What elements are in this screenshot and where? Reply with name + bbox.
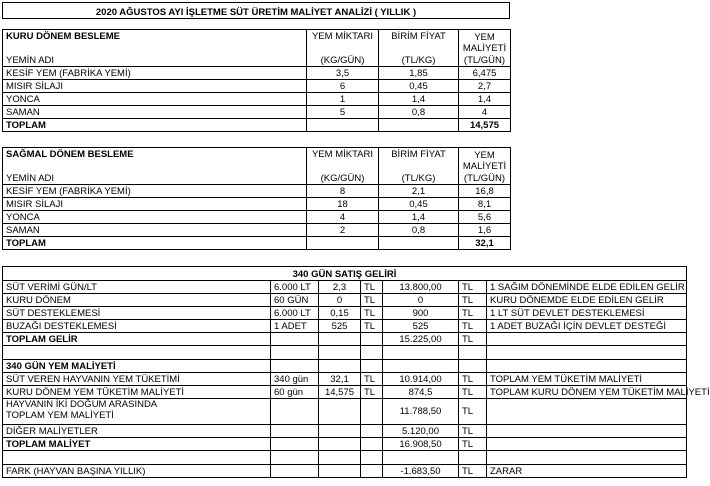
maliyet-note: TOPLAM YEM TÜKETİM MALİYETİ <box>487 373 687 386</box>
feed-name: SAMAN <box>3 106 307 119</box>
feed-maliyet: 16,8 <box>459 185 511 198</box>
title-table <box>2 2 510 19</box>
feed-maliyet: 2,7 <box>459 80 511 93</box>
table-row <box>3 438 687 451</box>
feed-miktar: 5 <box>307 106 379 119</box>
feed-miktar: 3,5 <box>307 67 379 80</box>
maliyet-tl: TL <box>361 373 383 386</box>
maliyet-label: KURU DÖNEM YEM TÜKETİM MALİYETİ <box>3 386 271 399</box>
table-row <box>3 106 511 119</box>
kuru-total-label: TOPLAM <box>3 119 307 132</box>
maliyet-tl: TL <box>459 386 487 399</box>
feed-maliyet: 5,6 <box>459 211 511 224</box>
feed-name: SAMAN <box>3 224 307 237</box>
maliyet-unit: 32,1 <box>319 373 361 386</box>
gelir-tl: TL <box>361 320 383 333</box>
feed-fiyat: 0,45 <box>379 80 459 93</box>
annual-table <box>2 266 710 478</box>
gelir-note: KURU DÖNEMDE ELDE EDİLEN GELİR <box>487 294 687 307</box>
feed-fiyat: 0,8 <box>379 224 459 237</box>
maliyet-amount: 874,5 <box>383 386 459 399</box>
gelir-tl: TL <box>459 294 487 307</box>
kuru-feed-table <box>2 29 511 132</box>
table-row <box>3 373 687 386</box>
sagmal-col-miktar-unit: (KG/GÜN) <box>307 172 379 185</box>
maliyet-unit: 14,575 <box>319 386 361 399</box>
gelir-qty: 60 GÜN <box>271 294 319 307</box>
gelir-tl: TL <box>459 307 487 320</box>
gelir-note: 1 SAĞIM DÖNEMİNDE ELDE EDİLEN GELİR <box>487 281 687 294</box>
table-row <box>3 80 511 93</box>
maliyet-label: SÜT VEREN HAYVANIN YEM TÜKETİMİ <box>3 373 271 386</box>
sagmal-col-fiyat-unit: (TL/KG) <box>379 172 459 185</box>
maliyet-qty: 340 gün <box>271 373 319 386</box>
feed-name: YONCA <box>3 93 307 106</box>
kuru-col-maliyet-2: MALİYETİ <box>459 43 511 54</box>
kuru-col-fiyat-unit: (TL/KG) <box>379 54 459 67</box>
table-row <box>3 224 511 237</box>
kuru-col-miktar: YEM MİKTARI <box>307 30 379 43</box>
gelir-header: 340 GÜN SATIŞ GELİRİ <box>3 267 687 281</box>
gelir-total-amount: 15.225,00 <box>383 333 459 346</box>
maliyet-row3-line1: HAYVANIN İKİ DOĞUM ARASINDA <box>6 399 158 410</box>
sagmal-col-maliyet-unit: (TL/GÜN) <box>459 172 511 185</box>
gelir-qty: 6.000 LT <box>271 307 319 320</box>
gelir-tl: TL <box>361 294 383 307</box>
feed-maliyet: 8,1 <box>459 198 511 211</box>
maliyet-note: TOPLAM KURU DÖNEM YEM TÜKETİM MALİYETİ <box>487 386 687 399</box>
maliyet-tl: TL <box>361 386 383 399</box>
gelir-unit: 525 <box>319 320 361 333</box>
kuru-col-maliyet-unit: (TL/GÜN) <box>459 54 511 67</box>
gelir-total-tl: TL <box>459 333 487 346</box>
feed-fiyat: 2,1 <box>379 185 459 198</box>
gelir-amount: 0 <box>383 294 459 307</box>
gelir-label: KURU DÖNEM <box>3 294 271 307</box>
kuru-col-miktar-unit: (KG/GÜN) <box>307 54 379 67</box>
gelir-total-label: TOPLAM GELİR <box>3 333 271 346</box>
fark-note: ZARAR <box>487 465 687 478</box>
kuru-col-maliyet-1: YEM <box>459 30 511 43</box>
maliyet-qty: 60 gün <box>271 386 319 399</box>
maliyet-row4-label: DİĞER MALİYETLER <box>3 425 271 438</box>
kuru-subheader: YEMİN ADI <box>3 54 307 67</box>
feed-fiyat: 0,45 <box>379 198 459 211</box>
feed-name: KESİF YEM (FABRİKA YEMİ) <box>3 67 307 80</box>
gelir-unit: 2,3 <box>319 281 361 294</box>
feed-fiyat: 1,85 <box>379 67 459 80</box>
table-row <box>3 465 687 478</box>
feed-maliyet: 4 <box>459 106 511 119</box>
maliyet-row4-amount: 5.120,00 <box>383 425 459 438</box>
table-row <box>3 386 687 399</box>
feed-name: KESİF YEM (FABRİKA YEMİ) <box>3 185 307 198</box>
sagmal-col-fiyat: BİRİM FİYAT <box>379 148 459 161</box>
gelir-label: BUZAĞI DESTEKLEMESİ <box>3 320 271 333</box>
feed-miktar: 6 <box>307 80 379 93</box>
table-row <box>3 185 511 198</box>
feed-maliyet: 1,6 <box>459 224 511 237</box>
table-row <box>3 425 687 438</box>
gelir-tl: TL <box>361 281 383 294</box>
gelir-note: 1 ADET BUZAĞI İÇİN DEVLET DESTEĞİ <box>487 320 687 333</box>
feed-fiyat: 1,4 <box>379 93 459 106</box>
feed-miktar: 8 <box>307 185 379 198</box>
gelir-amount: 13.800,00 <box>383 281 459 294</box>
sagmal-col-miktar: YEM MİKTARI <box>307 148 379 161</box>
gelir-unit: 0 <box>319 294 361 307</box>
table-row <box>3 399 687 425</box>
maliyet-row5-label: TOPLAM MALİYET <box>3 438 271 451</box>
sagmal-total-value: 32,1 <box>459 237 511 250</box>
table-row <box>3 281 687 294</box>
fark-amount: -1.683,50 <box>383 465 459 478</box>
gelir-label: SÜT DESTEKLEMESİ <box>3 307 271 320</box>
gelir-amount: 525 <box>383 320 459 333</box>
feed-miktar: 1 <box>307 93 379 106</box>
maliyet-row3-line2: TOPLAM YEM MALİYETİ <box>6 410 114 421</box>
kuru-header: KURU DÖNEM BESLEME <box>3 30 307 43</box>
page-title: 2020 AĞUSTOS AYI İŞLETME SÜT ÜRETİM MALİYET ANALİZİ ( YILLIK ) <box>3 3 510 19</box>
sagmal-subheader: YEMİN ADI <box>3 172 307 185</box>
feed-miktar: 2 <box>307 224 379 237</box>
sagmal-col-maliyet-1: YEM <box>459 148 511 161</box>
maliyet-row4-tl: TL <box>459 425 487 438</box>
feed-maliyet: 1,4 <box>459 93 511 106</box>
feed-fiyat: 0,8 <box>379 106 459 119</box>
gelir-unit: 0,15 <box>319 307 361 320</box>
sagmal-feed-table <box>2 147 511 250</box>
maliyet-amount: 10.914,00 <box>383 373 459 386</box>
maliyet-row3-amount: 11.788,50 <box>383 399 459 425</box>
gelir-amount: 900 <box>383 307 459 320</box>
gelir-tl: TL <box>361 307 383 320</box>
table-row <box>3 93 511 106</box>
table-row <box>3 211 511 224</box>
fark-label: FARK (HAYVAN BAŞINA YILLIK) <box>3 465 271 478</box>
feed-maliyet: 6,475 <box>459 67 511 80</box>
table-row <box>3 294 687 307</box>
table-row <box>3 198 511 211</box>
maliyet-row3-tl: TL <box>459 399 487 425</box>
table-row <box>3 307 687 320</box>
maliyet-tl: TL <box>459 373 487 386</box>
gelir-qty: 1 ADET <box>271 320 319 333</box>
gelir-qty: 6.000 LT <box>271 281 319 294</box>
sagmal-col-maliyet-2: MALİYETİ <box>459 161 511 172</box>
kuru-col-fiyat: BİRİM FİYAT <box>379 30 459 43</box>
gelir-tl: TL <box>459 281 487 294</box>
maliyet-row5-tl: TL <box>459 438 487 451</box>
gelir-label: SÜT VERİMİ GÜN/LT <box>3 281 271 294</box>
table-row <box>3 67 511 80</box>
feed-fiyat: 1,4 <box>379 211 459 224</box>
kuru-total-value: 14,575 <box>459 119 511 132</box>
maliyet-header: 340 GÜN YEM MALİYETİ <box>3 360 271 373</box>
gelir-tl: TL <box>459 320 487 333</box>
table-row <box>3 320 687 333</box>
feed-name: MISIR SİLAJI <box>3 198 307 211</box>
feed-miktar: 4 <box>307 211 379 224</box>
maliyet-row5-amount: 16.908,50 <box>383 438 459 451</box>
sagmal-header: SAĞMAL DÖNEM BESLEME <box>3 148 307 161</box>
feed-name: MISIR SİLAJI <box>3 80 307 93</box>
sagmal-total-label: TOPLAM <box>3 237 307 250</box>
gelir-note: 1 LT SÜT DEVLET DESTEKLEMESİ <box>487 307 687 320</box>
fark-tl: TL <box>459 465 487 478</box>
feed-name: YONCA <box>3 211 307 224</box>
feed-miktar: 18 <box>307 198 379 211</box>
